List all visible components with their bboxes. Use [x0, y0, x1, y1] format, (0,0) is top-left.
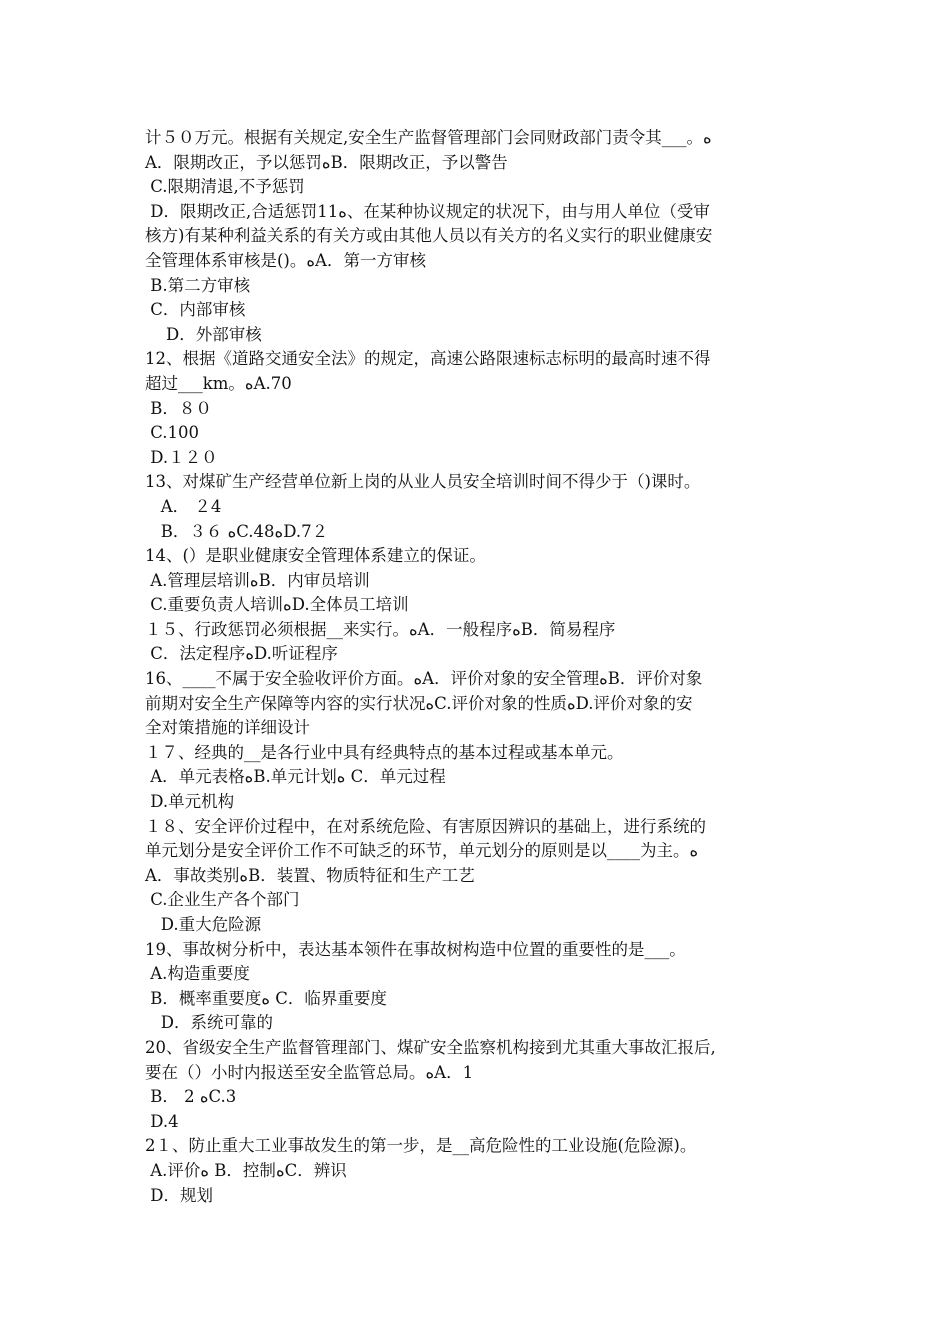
text-line: １８、安全评价过程中，在对系统危险、有害原因辨识的基础上，进行系统的 [145, 816, 706, 836]
text-line: A.管理层培训ﻩB．内审员培训 [145, 570, 370, 590]
text-line: 12、根据《道路交通安全法》的规定，高速公路限速标志标明的最高时速不得 [145, 349, 711, 369]
text-line: A.构造重要度 [145, 964, 250, 984]
text-line: １５、行政惩罚必须根据__来实行。ﻩA．一般程序ﻩB．简易程序 [145, 619, 616, 639]
text-line: B.第二方审核 [145, 275, 251, 295]
text-line: 全对策措施的详细设计 [145, 718, 310, 738]
text-line: C．内部审核 [145, 300, 246, 320]
text-line: C．法定程序ﻩD.听证程序 [145, 644, 338, 664]
text-line: 前期对安全生产保障等内容的实行状况ﻩC.评价对象的性质ﻩD.评价对象的安 [145, 693, 693, 713]
text-line: 16、____不属于安全验收评价方面。ﻩA．评价对象的安全管理ﻩB．评价对象 [145, 669, 703, 689]
text-line: D.１２０ [145, 447, 218, 467]
text-line: 要在（）小时内报送至安全监管总局。ﻩA．1 [145, 1062, 474, 1082]
text-line: 全管理体系审核是()。ﻩA．第一方审核 [145, 250, 426, 270]
text-line: B． 2 ﻩC.3 [145, 1087, 237, 1107]
text-line: B．３６ ﻩC.48ﻩD.7２ [145, 521, 329, 541]
text-line: 2１、防止重大工业事故发生的第一步，是__高危险性的工业设施(危险源)。 [145, 1136, 697, 1156]
text-line: C.重要负责人培训ﻩD.全体员工培训 [145, 595, 409, 615]
text-line: B．概率重要度ﻩ C．临界重要度 [145, 988, 387, 1008]
document-body [145, 126, 810, 1208]
text-line: 20、省级安全生产监督管理部门、煤矿安全监察机构接到尤其重大事故汇报后, [145, 1037, 716, 1057]
text-line: A.评价ﻩ B．控制ﻩC．辨识 [145, 1160, 347, 1180]
text-line: 超过___km。ﻩA.70 [145, 373, 292, 393]
text-line: 单元划分是安全评价工作不可缺乏的环节，单元划分的原则是以____为主。ﻩ [145, 841, 699, 861]
text-line: 13、对煤矿生产经营单位新上岗的从业人员安全培训时间不得少于（)课时。 [145, 472, 701, 492]
text-line: D.4 [145, 1111, 179, 1131]
text-line: １７、经典的__是各行业中具有经典特点的基本过程或基本单元。 [145, 742, 624, 762]
text-line: A．限期改正，予以惩罚ﻩB．限期改正，予以警告 [145, 152, 508, 172]
text-line: 14、(）是职业健康安全管理体系建立的保证。 [145, 546, 486, 566]
text-line: C.企业生产各个部门 [145, 890, 300, 910]
text-line: 核方)有某种利益关系的有关方或由其他人员以有关方的名义实行的职业健康安 [145, 226, 713, 246]
text-line: D．外部审核 [145, 324, 262, 344]
text-line: D．规划 [145, 1185, 213, 1205]
text-line: D．系统可靠的 [145, 1013, 273, 1033]
text-line: C.限期清退,不予惩罚 [145, 177, 305, 197]
text-line: 计５０万元。根据有关规定,安全生产监督管理部门会同财政部门责令其___。ﻩ [145, 128, 712, 147]
text-line: A． ２4 [145, 496, 222, 516]
text-line: A．单元表格ﻩB.单元计划ﻩ C．单元过程 [145, 767, 446, 787]
text-line: A．事故类别ﻩB．装置、物质特征和生产工艺 [145, 865, 475, 885]
text-line: B．８０ [145, 398, 212, 418]
text-line: D．限期改正,合适惩罚11ﻩ、在某种协议规定的状况下，由与用人单位（受审 [145, 201, 710, 221]
text-line: D.重大危险源 [145, 915, 262, 934]
text-line: C.100 [145, 423, 200, 443]
text-line: 19、事故树分析中，表达基本领件在事故树构造中位置的重要性的是___。 [145, 939, 686, 959]
text-line: D.单元机构 [145, 792, 235, 812]
